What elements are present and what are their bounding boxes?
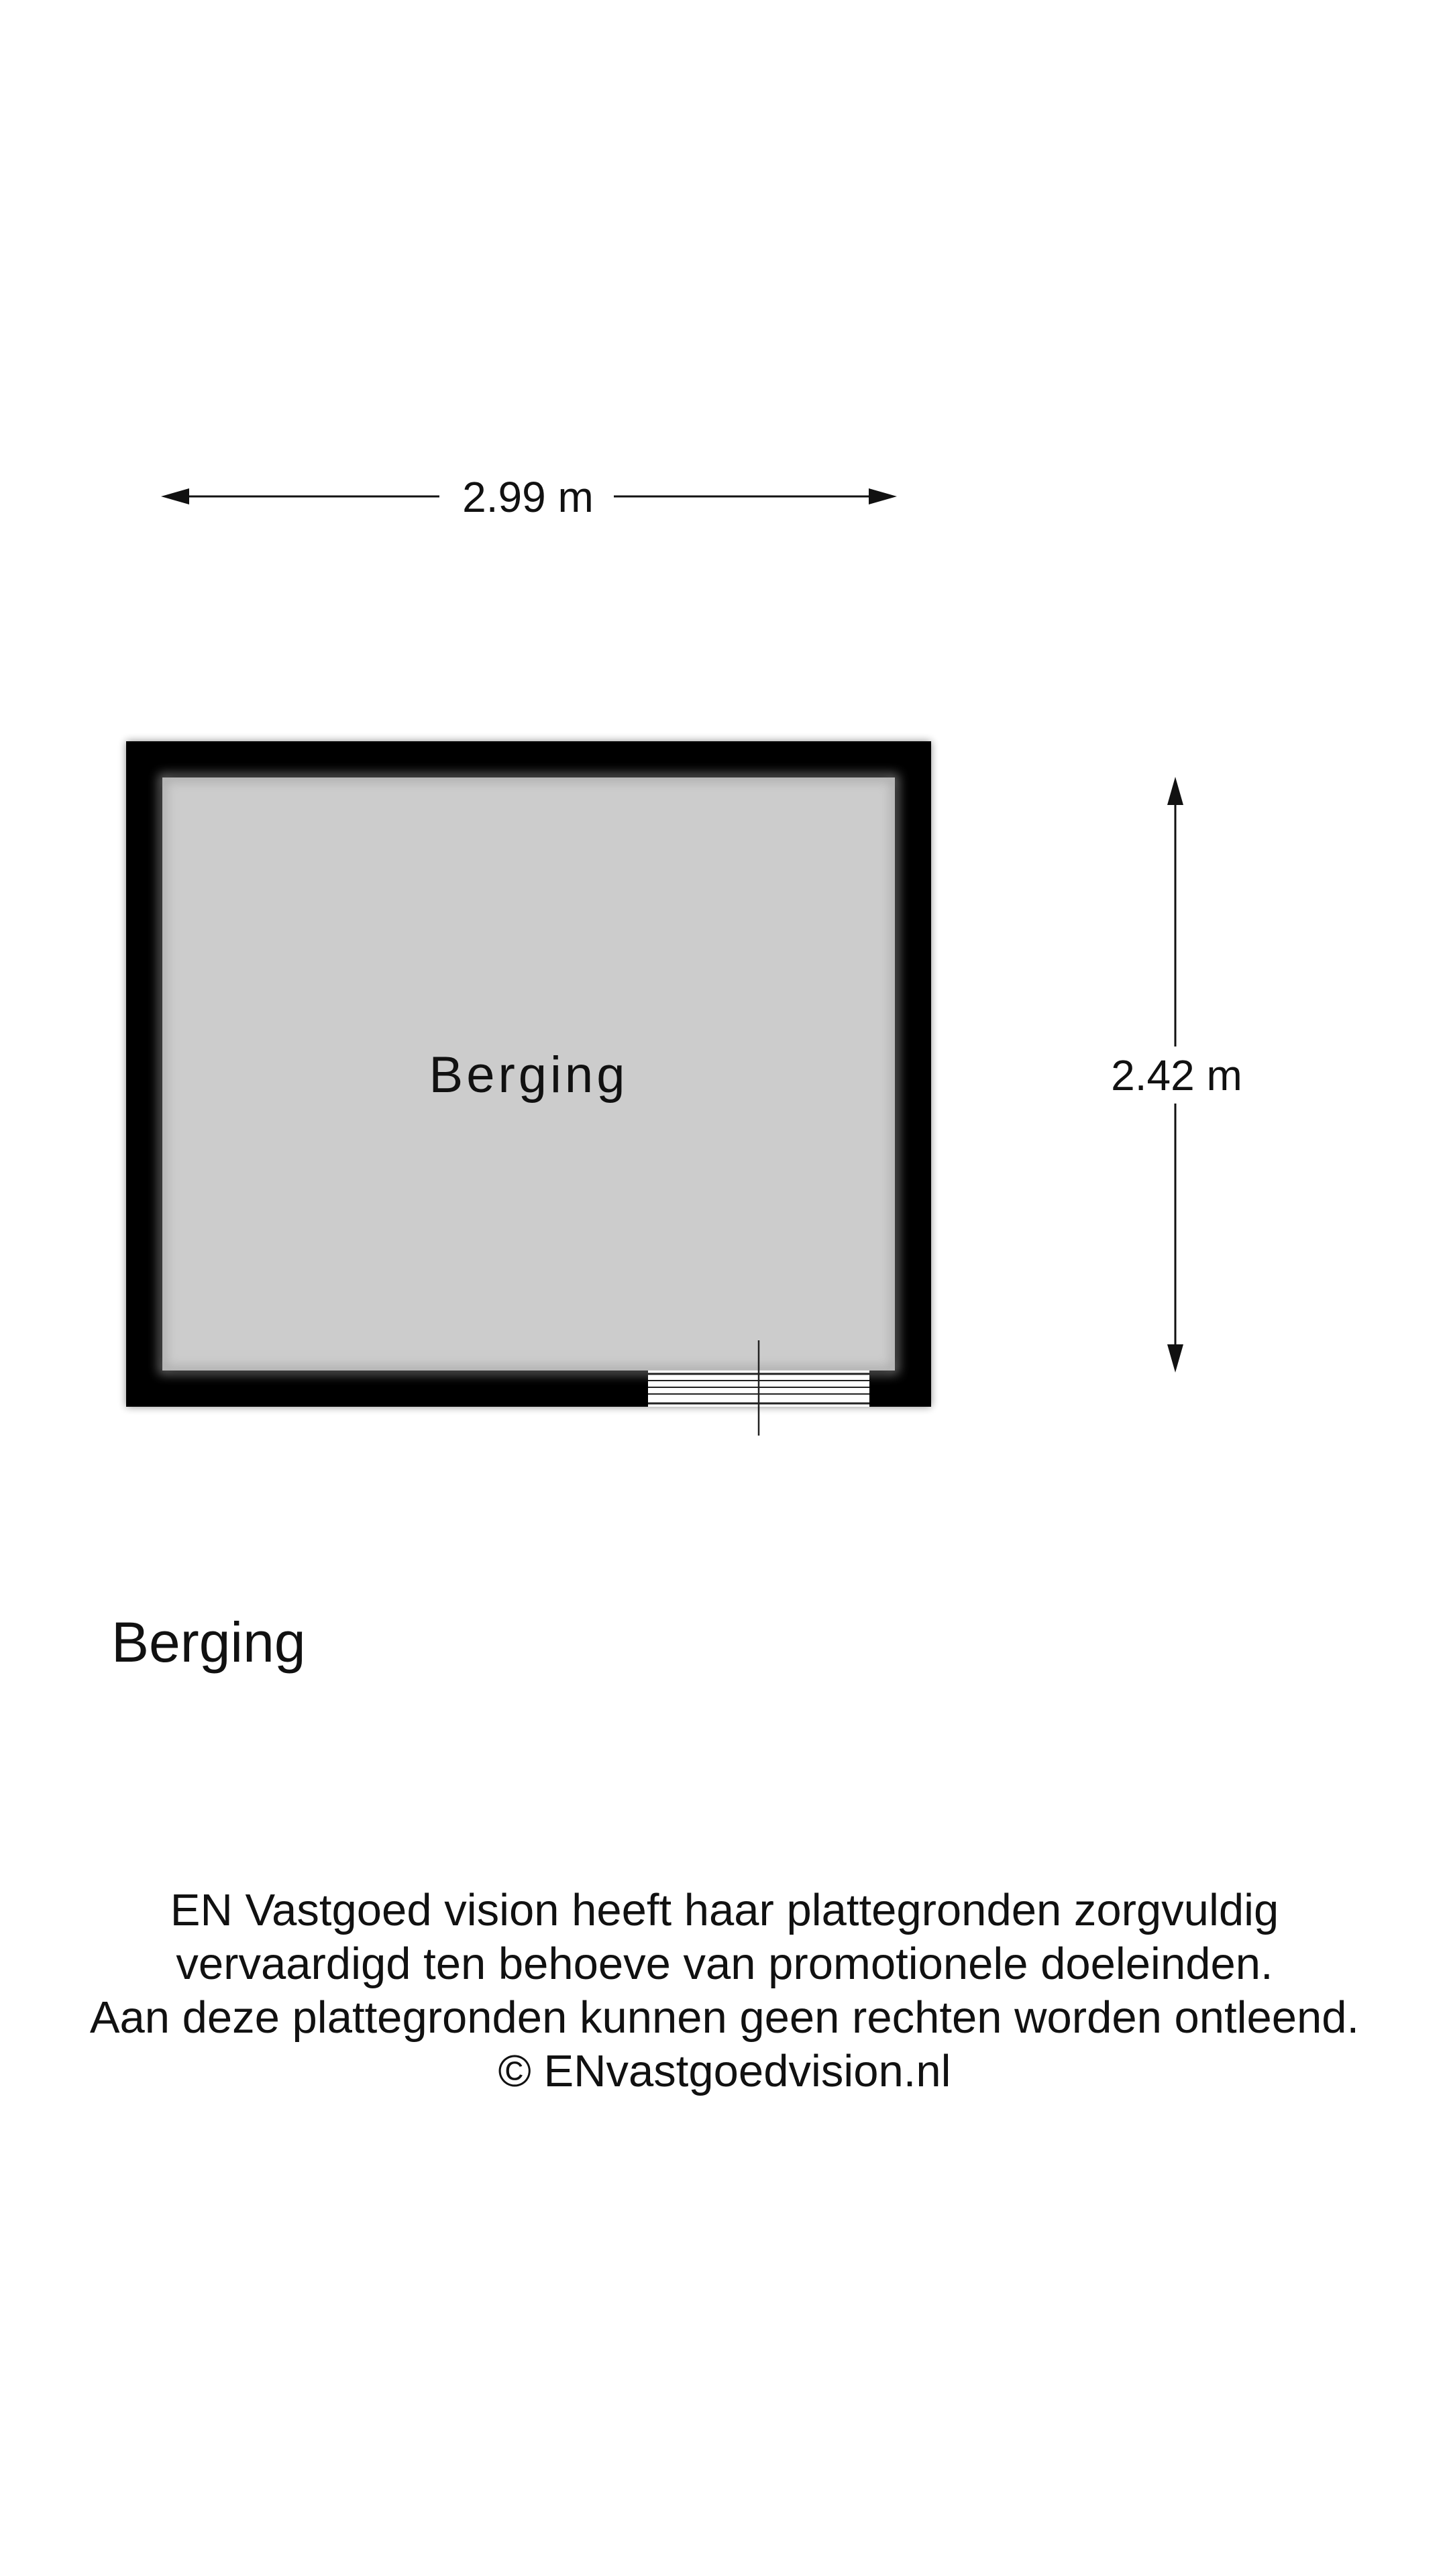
arrow-down-icon xyxy=(1167,1344,1183,1373)
height-dimension-label: 2.42 m xyxy=(1111,1051,1242,1099)
disclaimer-line: Aan deze plattegronden kunnen geen rechten worden ontleend. xyxy=(89,1992,1360,2043)
arrow-right-icon xyxy=(869,488,897,504)
copyright-line: © ENvastgoedvision.nl xyxy=(498,2046,951,2096)
disclaimer xyxy=(0,1884,1449,2098)
width-dimension-label: 2.99 m xyxy=(462,473,594,521)
arrow-up-icon xyxy=(1167,777,1183,805)
disclaimer-line: vervaardigd ten behoeve van promotionele doeleinden. xyxy=(176,1939,1273,1989)
room-label: Berging xyxy=(429,1046,629,1104)
arrow-left-icon xyxy=(161,488,189,504)
room-berging xyxy=(126,741,931,1436)
width-dimension xyxy=(161,473,897,521)
floor-title: Berging xyxy=(111,1611,306,1674)
height-dimension xyxy=(1111,777,1242,1373)
disclaimer-line: EN Vastgoed vision heeft haar plattegronden zorgvuldig xyxy=(170,1885,1279,1935)
